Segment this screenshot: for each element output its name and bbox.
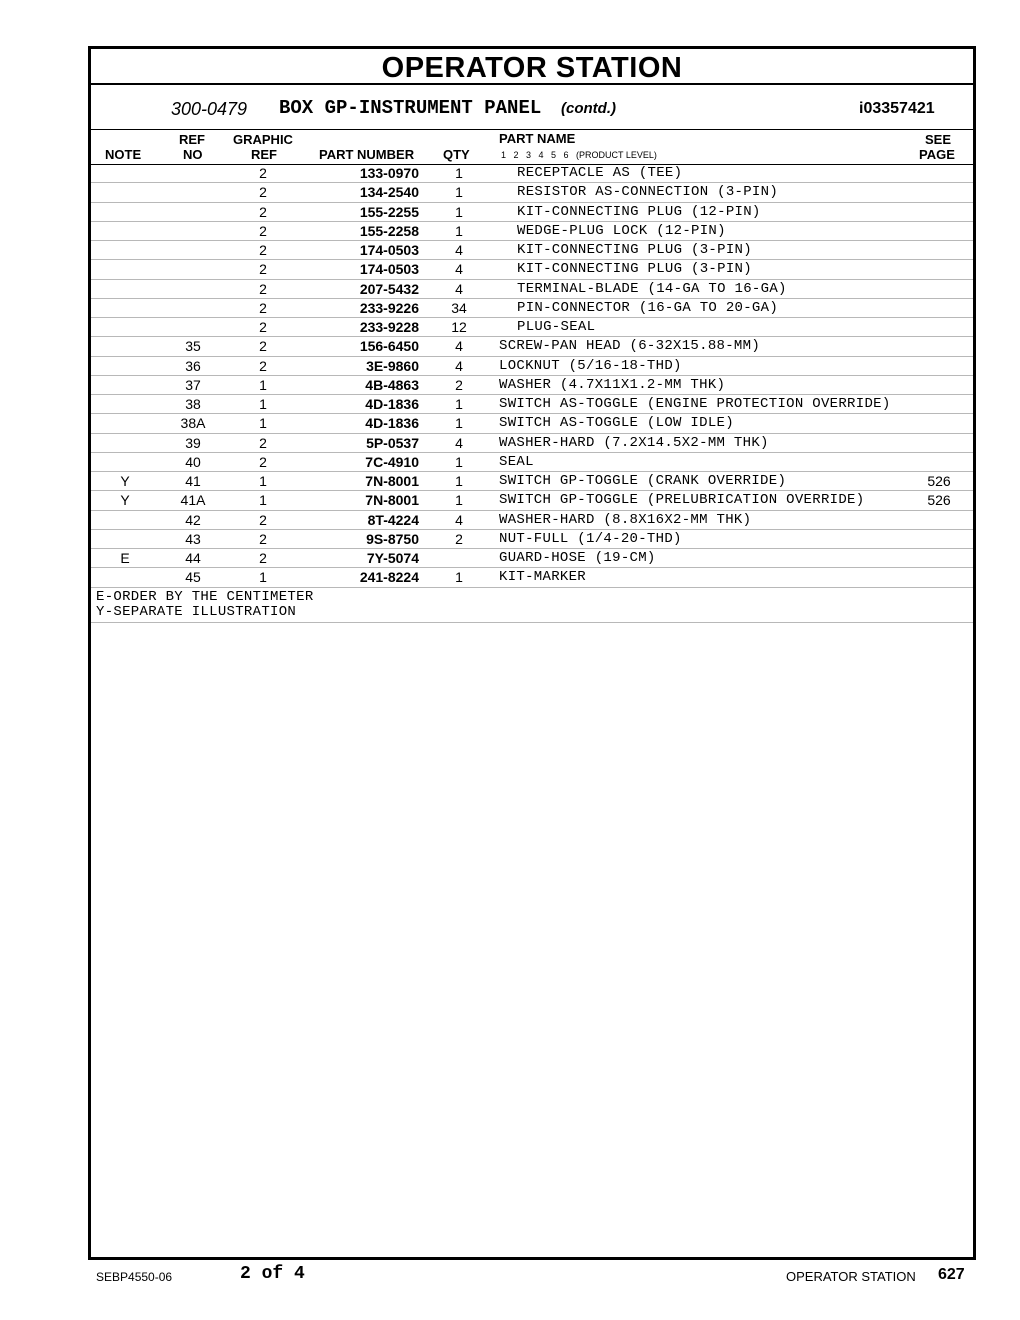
part-name-cell: SWITCH AS-TOGGLE (LOW IDLE) — [499, 415, 734, 432]
quantity-cell: 4 — [455, 511, 463, 528]
table-row — [91, 164, 973, 183]
header-product-level: 1 2 3 4 5 6 (PRODUCT LEVEL) — [501, 150, 657, 160]
part-number-cell: 5P-0537 — [366, 434, 419, 451]
group-name: BOX GP-INSTRUMENT PANEL — [279, 97, 542, 119]
part-number-cell: 7C-4910 — [365, 453, 419, 470]
quantity-cell: 34 — [451, 299, 467, 316]
graphic-ref-cell: 2 — [259, 550, 267, 566]
ref-number-cell: 39 — [185, 434, 201, 451]
header-part-number: PART NUMBER — [319, 147, 415, 162]
table-row — [91, 280, 973, 299]
part-number-cell: 4D-1836 — [365, 396, 419, 412]
part-number-cell: 8T-4224 — [367, 511, 419, 528]
ref-number-cell: 37 — [185, 376, 201, 393]
quantity-cell: 1 — [455, 222, 463, 239]
parts-table-body — [91, 164, 973, 623]
part-name-cell: WASHER-HARD (8.8X16X2-MM THK) — [499, 511, 752, 528]
graphic-ref-cell: 2 — [259, 319, 267, 335]
graphic-ref-cell: 1 — [259, 396, 267, 412]
part-number-cell: 174-0503 — [359, 242, 419, 258]
table-header — [91, 130, 973, 165]
graphic-ref-cell: 1 — [259, 415, 267, 432]
table-row — [91, 260, 973, 279]
graphic-ref-cell: 1 — [259, 473, 267, 489]
footer-section: OPERATOR STATION — [786, 1269, 916, 1284]
part-name-cell: GUARD-HOSE (19-CM) — [499, 550, 656, 566]
part-number-cell: 3E-9860 — [366, 357, 419, 374]
table-row — [91, 203, 973, 222]
graphic-ref-cell: 1 — [259, 492, 267, 509]
footnotes — [91, 588, 973, 623]
part-number-cell: 174-0503 — [359, 261, 419, 278]
header-note: NOTE — [105, 147, 142, 162]
see-page-cell: 526 — [927, 473, 951, 489]
graphic-ref-cell: 2 — [259, 357, 267, 374]
table-row — [91, 241, 973, 260]
quantity-cell: 2 — [455, 530, 463, 547]
see-page-cell: 526 — [927, 492, 951, 509]
table-row — [91, 299, 973, 318]
header-see-top: SEE — [925, 132, 952, 147]
part-number-cell: 156-6450 — [359, 338, 419, 355]
part-name-cell: KIT-CONNECTING PLUG (3-PIN) — [517, 261, 752, 278]
graphic-ref-cell: 2 — [259, 242, 267, 258]
quantity-cell: 1 — [455, 473, 463, 489]
ref-number-cell: 41A — [180, 492, 206, 509]
illustration-id: i03357421 — [859, 100, 935, 117]
header-qty: QTY — [443, 147, 470, 162]
header-ref-bottom: NO — [183, 147, 203, 162]
part-number-cell: 9S-8750 — [366, 530, 419, 547]
part-number-cell: 7N-8001 — [365, 492, 419, 509]
document-number: SEBP4550-06 — [96, 1270, 173, 1284]
group-subtitle — [91, 85, 973, 130]
ref-number-cell: 43 — [185, 530, 201, 547]
note-cell: E — [120, 550, 130, 566]
part-name-cell: SWITCH GP-TOGGLE (CRANK OVERRIDE) — [499, 473, 787, 489]
graphic-ref-cell: 2 — [259, 338, 267, 355]
part-name-cell: RECEPTACLE AS (TEE) — [517, 165, 683, 181]
quantity-cell: 4 — [455, 338, 463, 355]
part-number-cell: 4D-1836 — [365, 415, 419, 432]
table-row — [91, 472, 973, 491]
graphic-ref-cell: 2 — [259, 434, 267, 451]
table-row — [91, 568, 973, 587]
ref-number-cell: 36 — [185, 357, 201, 374]
quantity-cell: 12 — [451, 319, 467, 335]
part-name-cell: SWITCH GP-TOGGLE (PRELUBRICATION OVERRIDE) — [499, 492, 865, 509]
table-row — [91, 549, 973, 568]
part-number-cell: 155-2255 — [359, 203, 419, 220]
quantity-cell: 1 — [455, 569, 463, 586]
quantity-cell: 1 — [455, 165, 463, 181]
quantity-cell: 4 — [455, 261, 463, 278]
graphic-ref-cell: 1 — [259, 376, 267, 393]
part-number-cell: 155-2258 — [359, 222, 419, 239]
table-row — [91, 222, 973, 241]
header-ref-top: REF — [179, 132, 205, 147]
part-name-cell: NUT-FULL (1/4-20-THD) — [499, 530, 682, 547]
footnote-e: E-ORDER BY THE CENTIMETER — [96, 588, 314, 605]
table-row — [91, 511, 973, 530]
ref-number-cell: 45 — [185, 569, 201, 586]
graphic-ref-cell: 2 — [259, 222, 267, 239]
part-name-cell: WASHER-HARD (7.2X14.5X2-MM THK) — [499, 434, 769, 451]
part-number-cell: 4B-4863 — [365, 376, 419, 393]
table-row — [91, 434, 973, 453]
part-name-cell: WEDGE-PLUG LOCK (12-PIN) — [517, 222, 726, 239]
part-name-cell: KIT-CONNECTING PLUG (12-PIN) — [517, 203, 761, 220]
graphic-ref-cell: 2 — [259, 299, 267, 316]
footnote-y: Y-SEPARATE ILLUSTRATION — [96, 603, 297, 620]
graphic-ref-cell: 1 — [259, 569, 267, 586]
table-row — [91, 337, 973, 356]
ref-number-cell: 40 — [185, 453, 201, 470]
graphic-ref-cell: 2 — [259, 184, 267, 201]
table-row — [91, 414, 973, 433]
part-name-cell: KIT-CONNECTING PLUG (3-PIN) — [517, 242, 752, 258]
part-name-cell: PIN-CONNECTOR (16-GA TO 20-GA) — [517, 299, 779, 316]
part-name-cell: RESISTOR AS-CONNECTION (3-PIN) — [517, 184, 779, 201]
page-footer — [0, 1264, 1020, 1288]
quantity-cell: 1 — [455, 396, 463, 412]
graphic-ref-cell: 2 — [259, 165, 267, 181]
page-of: 2 of 4 — [240, 1264, 305, 1284]
page-number: 627 — [938, 1266, 965, 1283]
ref-number-cell: 41 — [185, 473, 201, 489]
part-name-cell: PLUG-SEAL — [517, 319, 596, 335]
graphic-ref-cell: 2 — [259, 511, 267, 528]
table-row — [91, 530, 973, 549]
table-row — [91, 357, 973, 376]
part-name-cell: SWITCH AS-TOGGLE (ENGINE PROTECTION OVERRIDE) — [499, 396, 891, 412]
part-number-cell: 7Y-5074 — [366, 550, 419, 566]
ref-number-cell: 42 — [185, 511, 201, 528]
part-number-cell: 133-0970 — [359, 165, 419, 181]
quantity-cell: 4 — [455, 357, 463, 374]
part-number-cell: 134-2540 — [359, 184, 419, 201]
part-number-cell: 241-8224 — [359, 569, 419, 586]
part-number-cell: 207-5432 — [359, 280, 419, 297]
part-number-cell: 233-9226 — [359, 299, 419, 316]
quantity-cell: 1 — [455, 184, 463, 201]
graphic-ref-cell: 2 — [259, 530, 267, 547]
quantity-cell: 4 — [455, 280, 463, 297]
header-graphic-top: GRAPHIC — [233, 132, 293, 147]
note-cell: Y — [120, 492, 130, 509]
part-name-cell: WASHER (4.7X11X1.2-MM THK) — [499, 376, 726, 393]
table-row — [91, 183, 973, 202]
ref-number-cell: 38A — [180, 415, 206, 432]
part-number-cell: 7N-8001 — [365, 473, 419, 489]
quantity-cell: 1 — [455, 203, 463, 220]
part-name-cell: SCREW-PAN HEAD (6-32X15.88-MM) — [499, 338, 761, 355]
quantity-cell: 4 — [455, 434, 463, 451]
table-row — [91, 453, 973, 472]
table-row — [91, 395, 973, 414]
continued-label: (contd.) — [561, 100, 616, 117]
part-name-cell: SEAL — [499, 453, 534, 470]
table-row — [91, 376, 973, 395]
page-title: OPERATOR STATION — [91, 49, 973, 85]
note-cell: Y — [120, 473, 130, 489]
ref-number-cell: 35 — [185, 338, 201, 355]
part-name-cell: TERMINAL-BLADE (14-GA TO 16-GA) — [517, 280, 787, 297]
group-number: 300-0479 — [171, 99, 248, 119]
header-graphic-bottom: REF — [251, 147, 277, 162]
ref-number-cell: 38 — [185, 396, 201, 412]
graphic-ref-cell: 2 — [259, 261, 267, 278]
quantity-cell: 4 — [455, 242, 463, 258]
part-name-cell: LOCKNUT (5/16-18-THD) — [499, 357, 682, 374]
quantity-cell: 1 — [455, 415, 463, 432]
quantity-cell: 1 — [455, 453, 463, 470]
quantity-cell: 2 — [455, 376, 463, 393]
graphic-ref-cell: 2 — [259, 280, 267, 297]
part-number-cell: 233-9228 — [359, 319, 419, 335]
quantity-cell: 1 — [455, 492, 463, 509]
ref-number-cell: 44 — [185, 550, 201, 566]
table-row — [91, 318, 973, 337]
header-see-bottom: PAGE — [919, 147, 955, 162]
graphic-ref-cell: 2 — [259, 453, 267, 470]
table-row — [91, 491, 973, 510]
header-part-name: PART NAME — [499, 131, 576, 146]
parts-list-frame — [88, 46, 976, 1260]
graphic-ref-cell: 2 — [259, 203, 267, 220]
part-name-cell: KIT-MARKER — [499, 569, 587, 586]
